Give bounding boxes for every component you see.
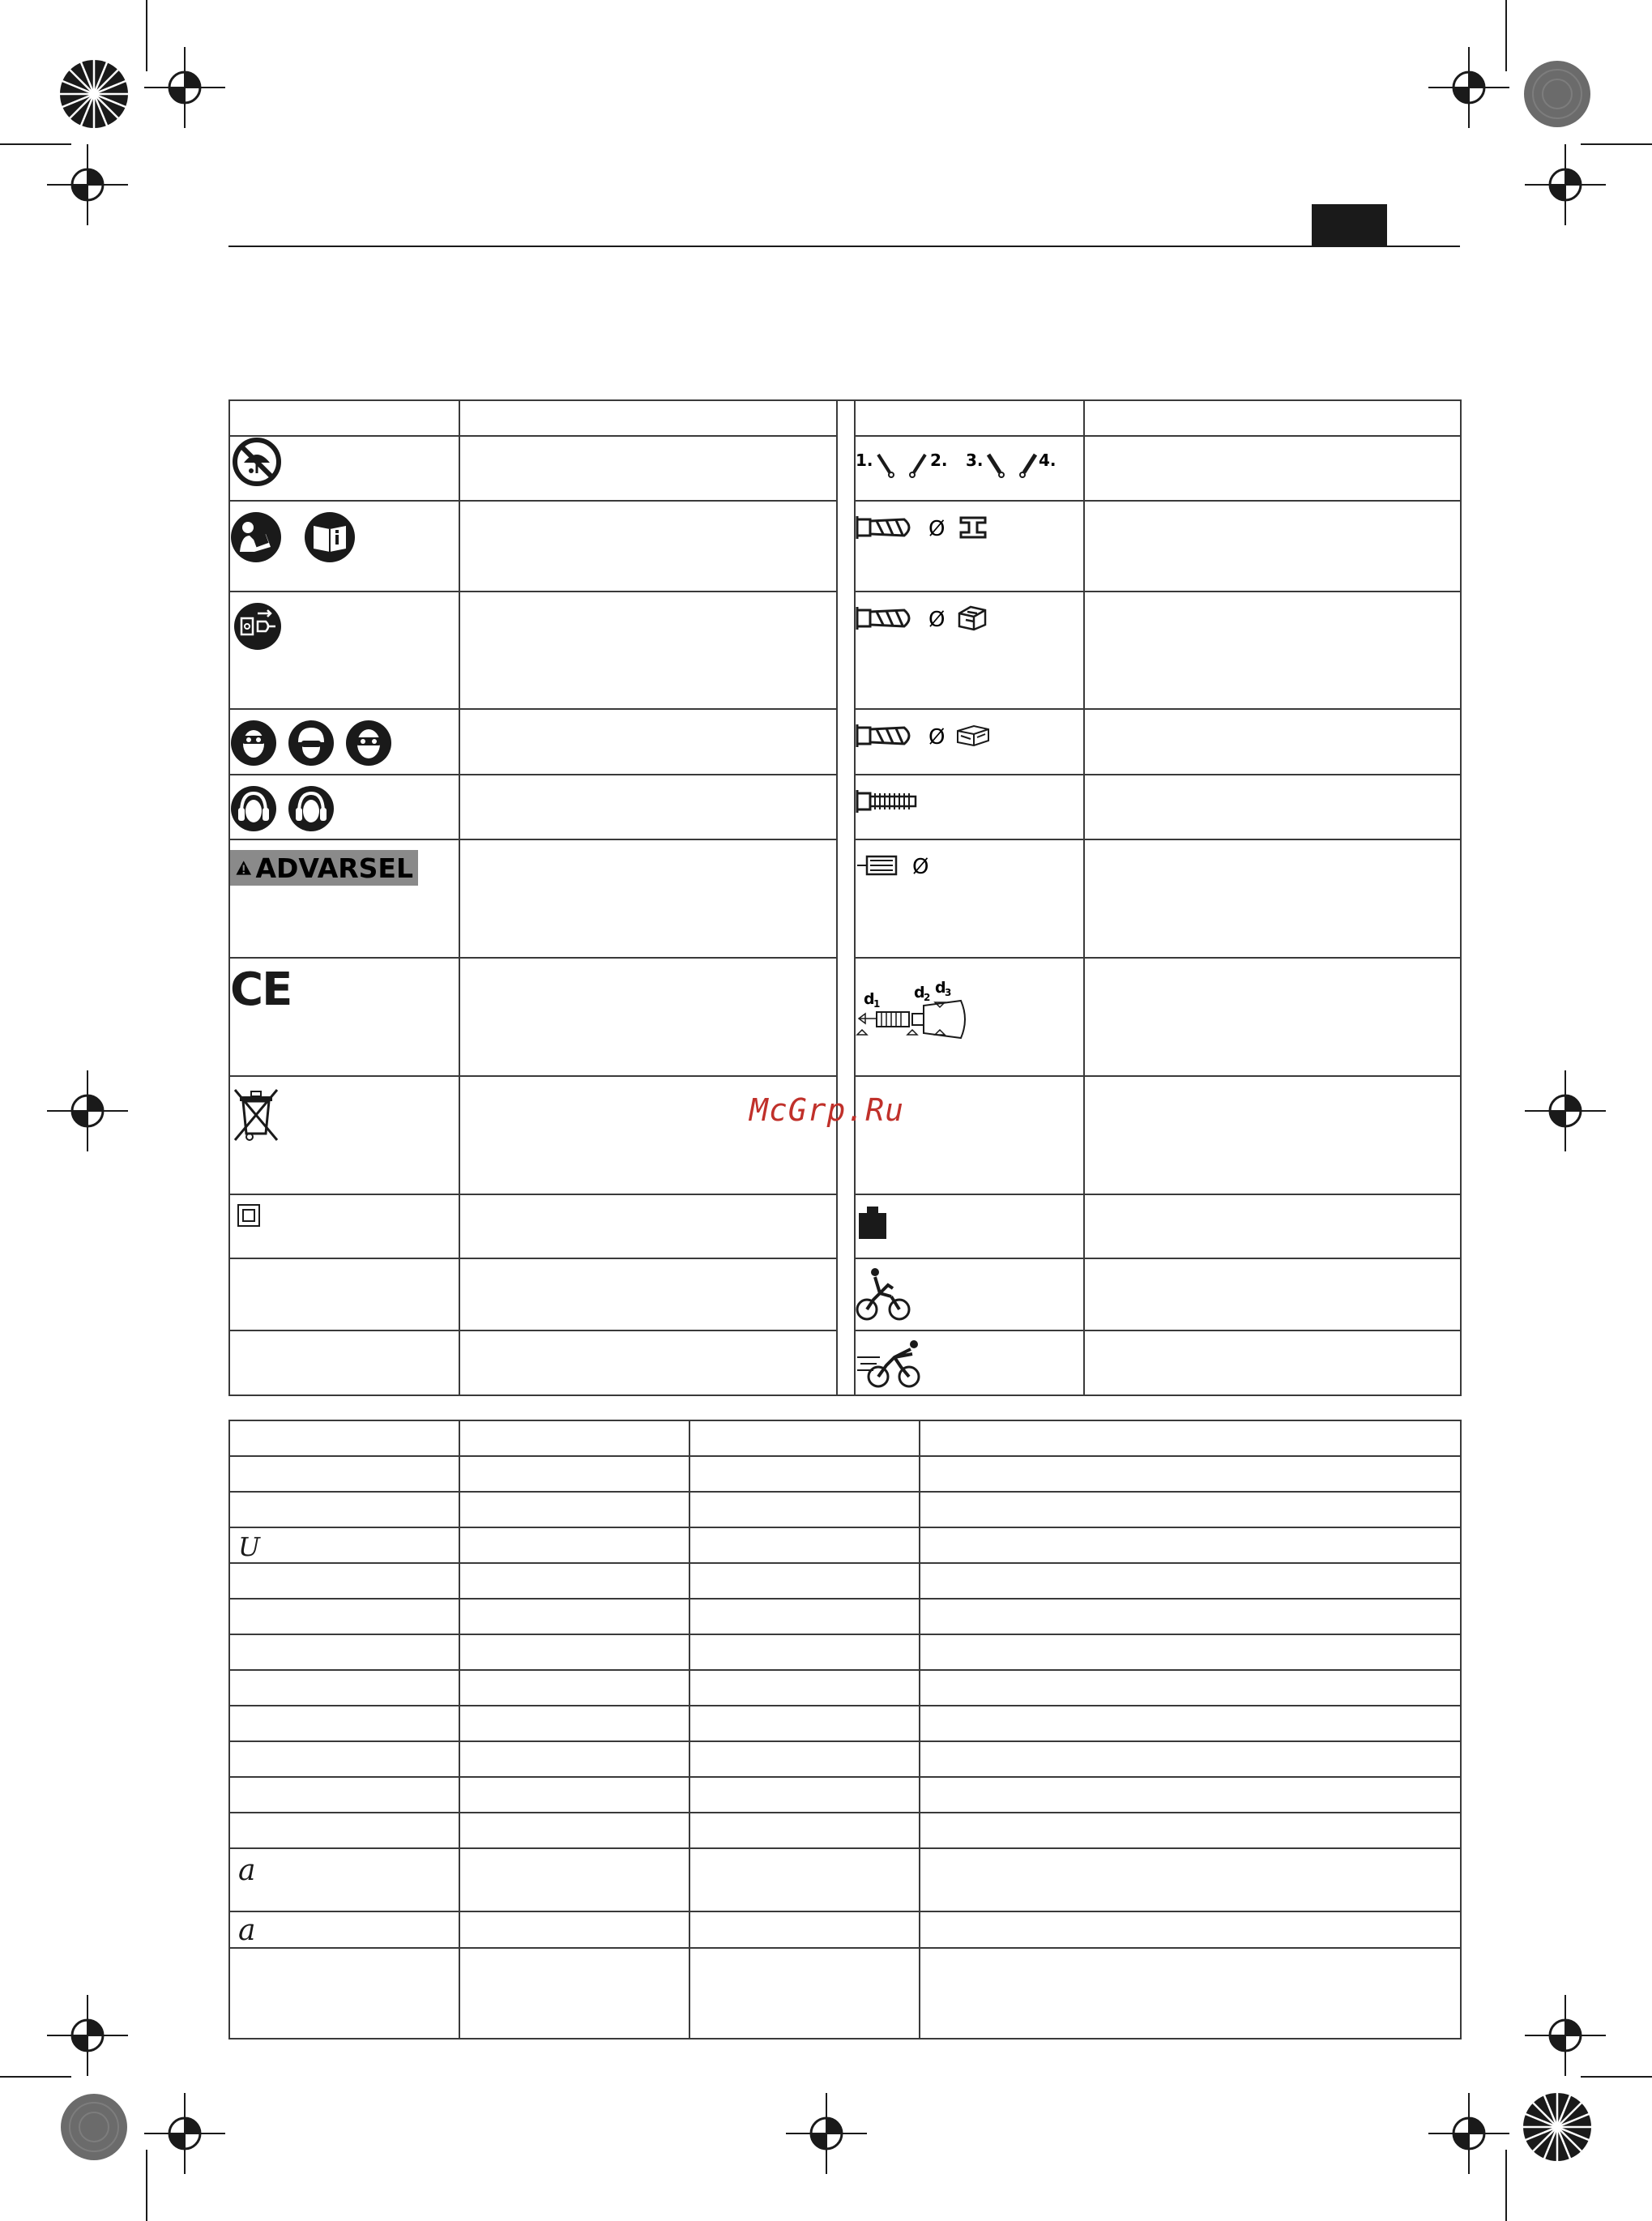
drill-masonry-icon — [856, 602, 993, 634]
warning-label-text: ADVARSEL — [255, 852, 413, 884]
safety-goggles-icon — [345, 720, 392, 767]
ear-protection-icon — [288, 785, 335, 832]
meaning-cell — [459, 1258, 837, 1330]
chuck-diameter-icon — [856, 981, 985, 1041]
symbol-cell — [229, 1194, 459, 1258]
table-row — [229, 1848, 1461, 1911]
table-row — [229, 1563, 1461, 1599]
svg-text:d: d — [864, 990, 875, 1008]
screw-thread-icon — [856, 787, 920, 816]
meaning-cell — [1084, 775, 1461, 839]
cyclist-slow-icon — [856, 1267, 912, 1324]
table-row — [229, 1741, 1461, 1777]
svg-text:3: 3 — [945, 987, 952, 998]
table-row — [229, 1777, 1461, 1813]
technical-data-table — [228, 1420, 1462, 2039]
face-shield-icon — [230, 720, 277, 767]
symbol-cell — [855, 1258, 1084, 1330]
svg-text:d: d — [914, 984, 925, 1002]
symbol-cell — [855, 501, 1084, 592]
symbol-cell — [229, 436, 459, 501]
meaning-cell — [459, 839, 837, 958]
table-row — [229, 1527, 1461, 1563]
language-tab — [1312, 204, 1387, 246]
meaning-cell — [459, 436, 837, 501]
header-rule — [228, 246, 1460, 247]
symbol-cell — [229, 839, 459, 958]
symbols-table — [228, 399, 1462, 1396]
table-row — [229, 1813, 1461, 1848]
voltage-symbol: U — [238, 1531, 260, 1562]
symbol-cell — [229, 592, 459, 709]
warning-label — [230, 850, 418, 886]
header-cell-meaning — [459, 400, 837, 436]
ear-protection-icon — [230, 785, 277, 832]
symbol-cell — [855, 958, 1084, 1076]
gutter-cell — [837, 400, 855, 1395]
meaning-cell — [1084, 501, 1461, 592]
svg-text:2: 2 — [924, 992, 931, 1003]
step-2: 2. — [930, 451, 948, 470]
meaning-cell — [1084, 436, 1461, 501]
step-3: 3. — [966, 451, 984, 470]
meaning-cell — [1084, 958, 1461, 1076]
drill-steel-icon — [856, 511, 993, 544]
svg-text:Ø: Ø — [928, 608, 946, 632]
header-cell-meaning-2 — [1084, 400, 1461, 436]
symbol-cell — [229, 1076, 459, 1194]
meaning-cell — [459, 501, 837, 592]
double-insulation-icon — [237, 1203, 261, 1228]
read-manual-icon — [230, 511, 282, 563]
ce-mark: CE — [230, 963, 292, 1016]
meaning-cell — [459, 709, 837, 775]
no-rain-icon — [232, 437, 282, 487]
meaning-cell — [1084, 592, 1461, 709]
meaning-cell — [459, 958, 837, 1076]
symbol-cell — [855, 839, 1084, 958]
svg-text:1: 1 — [873, 998, 881, 1010]
svg-text:Ø: Ø — [928, 517, 946, 541]
table-row — [229, 1420, 1461, 1456]
svg-text:d: d — [935, 981, 946, 997]
symbol-cell — [855, 775, 1084, 839]
symbol-cell — [229, 1330, 459, 1395]
symbol-cell — [855, 709, 1084, 775]
meaning-cell — [1084, 709, 1461, 775]
header-cell-symbol-2 — [855, 400, 1084, 436]
meaning-cell — [1084, 1258, 1461, 1330]
table-row — [229, 1670, 1461, 1706]
meaning-cell — [1084, 1076, 1461, 1194]
weight-icon — [857, 1205, 890, 1241]
unplug-icon — [233, 602, 282, 651]
meaning-cell — [459, 592, 837, 709]
collet-icon — [856, 852, 937, 879]
symbol-cell — [855, 1330, 1084, 1395]
info-book-icon — [304, 511, 356, 563]
symbol-cell — [855, 436, 1084, 501]
svg-text:Ø: Ø — [912, 855, 929, 879]
symbol-cell — [229, 501, 459, 592]
table-row — [229, 1911, 1461, 1948]
meaning-cell — [459, 775, 837, 839]
step-1: 1. — [856, 451, 873, 470]
table-row — [229, 1492, 1461, 1527]
drill-wood-icon — [856, 720, 993, 752]
meaning-cell — [1084, 1194, 1461, 1258]
watermark: McGrp.Ru — [749, 1092, 905, 1128]
helmet-goggles-icon — [288, 720, 335, 767]
acceleration-symbol: a — [238, 1854, 256, 1887]
symbol-cell — [229, 958, 459, 1076]
table-row — [229, 1599, 1461, 1634]
warning-triangle-icon — [235, 856, 252, 879]
table-row — [229, 400, 1461, 436]
table-row — [229, 1948, 1461, 2039]
table-row — [229, 1456, 1461, 1492]
svg-text:Ø: Ø — [928, 725, 946, 750]
drill-steps-icon — [856, 448, 1058, 481]
step-4: 4. — [1039, 451, 1057, 470]
table-row — [229, 1706, 1461, 1741]
symbol-cell — [855, 1194, 1084, 1258]
symbol-cell — [229, 1258, 459, 1330]
header-cell-symbol — [229, 400, 459, 436]
acceleration-symbol: a — [238, 1914, 256, 1947]
symbol-cell — [229, 709, 459, 775]
wheelie-bin-crossed-icon — [230, 1087, 282, 1143]
meaning-cell — [459, 1330, 837, 1395]
cyclist-fast-icon — [856, 1339, 924, 1390]
meaning-cell — [1084, 1330, 1461, 1395]
table-row — [229, 1634, 1461, 1670]
symbol-cell — [855, 592, 1084, 709]
meaning-cell — [1084, 839, 1461, 958]
symbol-cell — [229, 775, 459, 839]
meaning-cell — [459, 1194, 837, 1258]
